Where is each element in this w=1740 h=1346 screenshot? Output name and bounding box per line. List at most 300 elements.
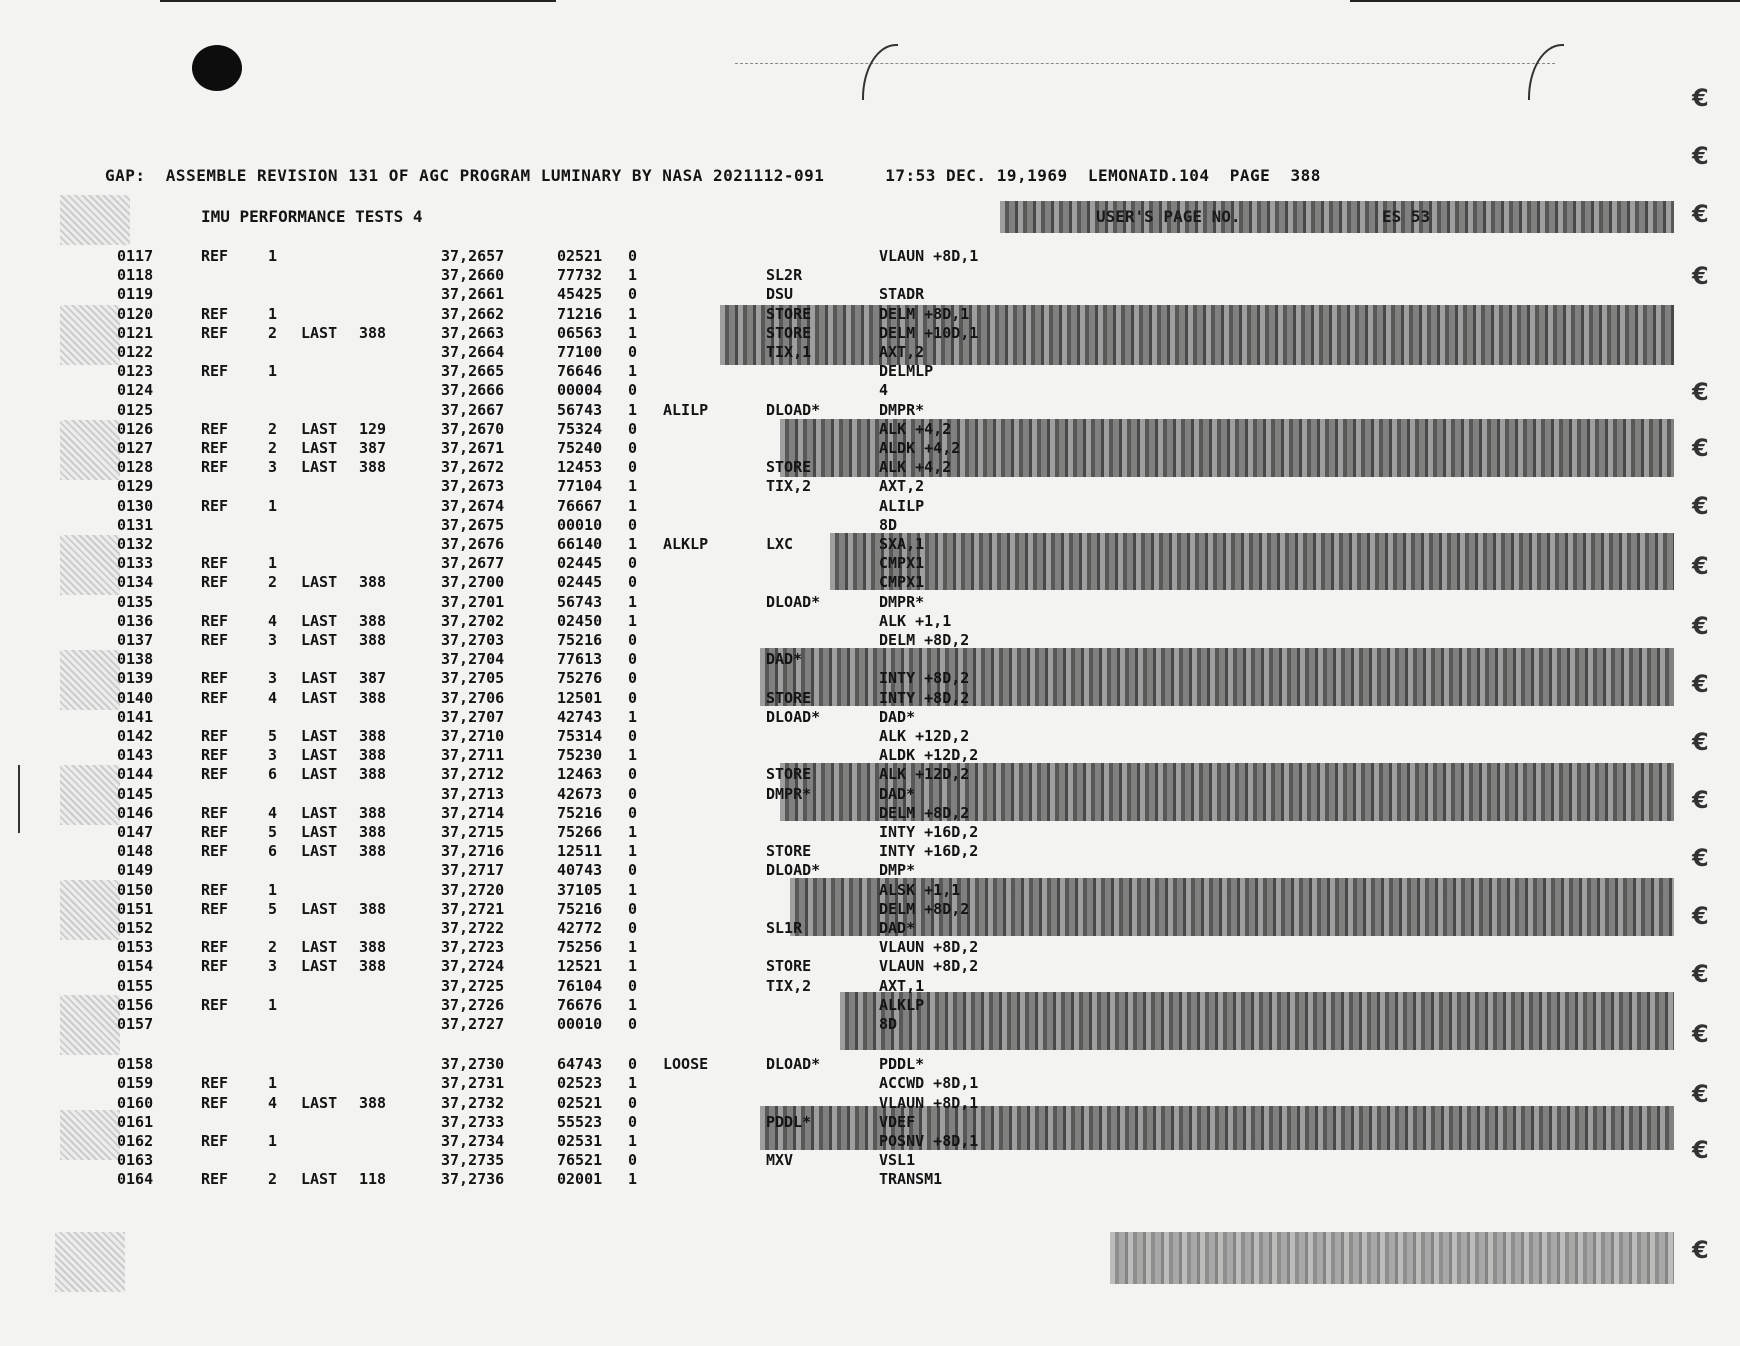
last-flag: LAST [301,669,338,688]
listing-row [0,497,1740,516]
ref-count: 1 [268,362,278,381]
listing-row [0,343,1740,362]
ref-flag: REF [201,1074,229,1093]
line-number: 0139 [117,669,154,688]
opcode: SL1R [766,919,803,937]
address: 37,2663 [441,323,505,342]
opcode: STORE [766,323,812,342]
ref-count: 3 [268,631,278,649]
listing-row [0,420,1740,439]
operand: ALKLP [879,995,925,1014]
operand: ALK +4,2 [879,419,952,438]
parity-bit: 0 [628,381,638,400]
ref-count: 3 [268,458,278,477]
ref-flag: REF [201,631,229,649]
address: 37,2713 [441,784,505,803]
binding-ring-icon: € [1692,1020,1709,1048]
octal-word: 02521 [557,247,603,265]
address: 37,2670 [441,419,505,438]
octal-word: 02450 [557,611,603,630]
line-number: 0151 [117,899,154,918]
operand: AXT,1 [879,976,925,995]
line-number: 0120 [117,304,154,323]
source-label: ALKLP [663,535,709,553]
binding-ring-icon: € [1692,434,1709,462]
octal-word: 02523 [557,1074,603,1093]
operand: ALDK +12D,2 [879,746,979,765]
line-number: 0159 [117,1074,154,1093]
ref-count: 1 [268,554,278,573]
listing-row [0,266,1740,285]
ref-count: 1 [268,1074,278,1093]
ref-flag: REF [201,1170,229,1189]
address: 37,2725 [441,976,505,995]
line-number: 0162 [117,1132,154,1150]
address: 37,2735 [441,1151,505,1170]
left-shade-mark [55,1232,125,1292]
listing-row [0,612,1740,631]
parity-bit: 1 [628,880,638,899]
address: 37,2657 [441,247,505,265]
last-flag: LAST [301,938,338,957]
address: 37,2701 [441,592,505,611]
ref-count: 5 [268,899,278,918]
address: 37,2667 [441,400,505,419]
line-number: 0163 [117,1151,154,1170]
es-label: ES 53 [1382,207,1431,226]
address: 37,2707 [441,707,505,726]
last-flag: LAST [301,899,338,918]
last-flag: LAST [301,746,338,765]
last-flag: LAST [301,842,338,861]
octal-word: 77100 [557,343,603,361]
ref-flag: REF [201,304,229,323]
ref-count: 2 [268,938,278,957]
operand: 4 [879,381,889,400]
address: 37,2704 [441,650,505,669]
ref-count: 2 [268,439,278,457]
listing-row [0,1132,1740,1151]
octal-word: 56743 [557,592,603,611]
octal-word: 71216 [557,304,603,323]
parity-bit: 1 [628,995,638,1014]
listing-row [0,362,1740,381]
operand: DAD* [879,707,916,726]
opcode: STORE [766,458,812,477]
operand: ALDK +4,2 [879,439,961,457]
octal-word: 75324 [557,419,603,438]
last-page: 388 [359,803,387,822]
section-title: IMU PERFORMANCE TESTS 4 [201,207,423,226]
line-number: 0117 [117,247,154,265]
ref-count: 1 [268,995,278,1014]
operand: DELMLP [879,362,934,381]
last-flag: LAST [301,419,338,438]
ref-flag: REF [201,899,229,918]
ref-count: 4 [268,688,278,707]
operand: DELM +8D,2 [879,803,970,822]
opcode: DLOAD* [766,707,821,726]
opcode: DSU [766,285,794,304]
binding-ring-icon: € [1692,1080,1709,1108]
bracket-arc-left [862,44,898,100]
octal-word: 42772 [557,919,603,937]
line-number: 0148 [117,842,154,861]
parity-bit: 1 [628,362,638,381]
octal-word: 00010 [557,515,603,534]
ref-count: 1 [268,1132,278,1150]
listing-row [0,746,1740,765]
parity-bit: 0 [628,515,638,534]
operand: VLAUN +8D,2 [879,938,979,957]
parity-bit: 0 [628,688,638,707]
line-number: 0132 [117,535,154,553]
octal-word: 06563 [557,323,603,342]
listing-row [0,477,1740,496]
parity-bit: 0 [628,784,638,803]
operand: 8D [879,1015,898,1033]
last-page: 387 [359,439,387,457]
line-number: 0157 [117,1015,154,1033]
source-label: ALILP [663,400,709,419]
last-page: 388 [359,573,387,592]
parity-bit: 1 [628,707,638,726]
binding-ring-icon: € [1692,902,1709,930]
ref-count: 6 [268,765,278,784]
ref-flag: REF [201,938,229,957]
address: 37,2705 [441,669,505,688]
last-page: 388 [359,727,387,745]
opcode: STORE [766,304,812,323]
operand: DMP* [879,861,916,880]
operand: VLAUN +8D,1 [879,247,979,265]
line-number: 0118 [117,266,154,285]
octal-word: 75240 [557,439,603,457]
parity-bit: 0 [628,247,638,265]
operand: VLAUN +8D,2 [879,957,979,976]
ref-flag: REF [201,458,229,477]
line-number: 0124 [117,381,154,400]
parity-bit: 1 [628,842,638,861]
octal-word: 75314 [557,727,603,745]
listing-row [0,650,1740,669]
operand: CMPX1 [879,554,925,573]
line-number: 0140 [117,688,154,707]
line-number: 0135 [117,592,154,611]
octal-word: 12453 [557,458,603,477]
last-page: 388 [359,688,387,707]
address: 37,2700 [441,573,505,592]
parity-bit: 1 [628,400,638,419]
binding-ring-icon: € [1692,728,1709,756]
last-page: 388 [359,611,387,630]
listing-row [0,247,1740,266]
address: 37,2660 [441,266,505,285]
ref-count: 1 [268,304,278,323]
listing-row [0,881,1740,900]
top-edge-rule-left [160,0,556,2]
operand: INTY +8D,2 [879,669,970,688]
operand: ALSK +1,1 [879,880,961,899]
address: 37,2661 [441,285,505,304]
address: 37,2720 [441,880,505,899]
listing-row [0,823,1740,842]
last-flag: LAST [301,823,338,841]
parity-bit: 0 [628,861,638,880]
last-page: 388 [359,458,387,477]
opcode: TIX,2 [766,976,812,995]
address: 37,2730 [441,1055,505,1074]
line-number: 0123 [117,362,154,381]
parity-bit: 0 [628,919,638,937]
ref-flag: REF [201,496,229,515]
octal-word: 02001 [557,1170,603,1189]
listing-row [0,957,1740,976]
ref-flag: REF [201,688,229,707]
octal-word: 76676 [557,995,603,1014]
line-number: 0131 [117,515,154,534]
listing-row [0,919,1740,938]
opcode: TIX,2 [766,477,812,496]
listing-row [0,535,1740,554]
listing-row [0,516,1740,535]
address: 37,2726 [441,995,505,1014]
opcode: SL2R [766,266,803,285]
binding-ring-icon: € [1692,378,1709,406]
listing-row [0,785,1740,804]
address: 37,2675 [441,515,505,534]
address: 37,2733 [441,1112,505,1131]
line-number: 0130 [117,496,154,515]
address: 37,2717 [441,861,505,880]
line-number: 0126 [117,419,154,438]
parity-bit: 1 [628,323,638,342]
parity-bit: 1 [628,592,638,611]
address: 37,2710 [441,727,505,745]
listing-row [0,861,1740,880]
listing-row [0,804,1740,823]
listing-row [0,842,1740,861]
listing-row [0,900,1740,919]
listing-row [0,1113,1740,1132]
binding-ring-icon: € [1692,142,1709,170]
parity-bit: 1 [628,1074,638,1093]
last-page: 388 [359,765,387,784]
parity-bit: 1 [628,304,638,323]
last-flag: LAST [301,688,338,707]
listing-row [0,938,1740,957]
address: 37,2714 [441,803,505,822]
line-number: 0125 [117,400,154,419]
octal-word: 02521 [557,1093,603,1112]
operand: INTY +16D,2 [879,823,979,841]
address: 37,2711 [441,746,505,765]
binding-ring-icon: € [1692,960,1709,988]
address: 37,2721 [441,899,505,918]
operand: VSL1 [879,1151,916,1170]
ref-flag: REF [201,765,229,784]
operand: ALK +12D,2 [879,727,970,745]
parity-bit: 0 [628,439,638,457]
binding-ring-icon: € [1692,200,1709,228]
line-number: 0156 [117,995,154,1014]
parity-bit: 0 [628,669,638,688]
parity-bit: 0 [628,1093,638,1112]
octal-word: 02445 [557,554,603,573]
last-page: 388 [359,1093,387,1112]
ref-flag: REF [201,746,229,765]
bracket-arc-right [1528,44,1564,100]
source-label: LOOSE [663,1055,709,1074]
ref-flag: REF [201,823,229,841]
parity-bit: 0 [628,1112,638,1131]
operand: ALILP [879,496,925,515]
binding-ring-icon: € [1692,612,1709,640]
listing-row [0,1170,1740,1189]
operand: TRANSM1 [879,1170,943,1189]
parity-bit: 0 [628,631,638,649]
listing-row [0,765,1740,784]
listing-row [0,669,1740,688]
last-page: 118 [359,1170,387,1189]
parity-bit: 0 [628,650,638,669]
address: 37,2706 [441,688,505,707]
operand: DELM +8D,1 [879,304,970,323]
ref-count: 4 [268,611,278,630]
line-number: 0152 [117,919,154,937]
address: 37,2722 [441,919,505,937]
octal-word: 12463 [557,765,603,784]
listing-row [0,554,1740,573]
parity-bit: 0 [628,727,638,745]
last-page: 388 [359,631,387,649]
binder-punch-hole [192,45,242,91]
binding-ring-icon: € [1692,1236,1709,1264]
listing-row [0,1074,1740,1093]
octal-word: 77104 [557,477,603,496]
listing-row [0,689,1740,708]
ref-count: 3 [268,957,278,976]
ref-count: 2 [268,323,278,342]
line-number: 0129 [117,477,154,496]
opcode: STORE [766,957,812,976]
last-flag: LAST [301,611,338,630]
operand: DAD* [879,919,916,937]
operand: ALK +1,1 [879,611,952,630]
address: 37,2734 [441,1132,505,1150]
line-number: 0146 [117,803,154,822]
parity-bit: 0 [628,1151,638,1170]
ref-count: 2 [268,573,278,592]
listing-row [0,977,1740,996]
ref-count: 5 [268,727,278,745]
octal-word: 75230 [557,746,603,765]
operand: DELM +8D,2 [879,631,970,649]
last-page: 388 [359,323,387,342]
line-number: 0138 [117,650,154,669]
listing-row [0,996,1740,1015]
opcode: STORE [766,842,812,861]
address: 37,2715 [441,823,505,841]
address: 37,2677 [441,554,505,573]
operand: POSNV +8D,1 [879,1132,979,1150]
ref-count: 5 [268,823,278,841]
octal-word: 56743 [557,400,603,419]
ref-flag: REF [201,957,229,976]
last-flag: LAST [301,573,338,592]
line-number: 0128 [117,458,154,477]
operand: DAD* [879,784,916,803]
listing-row [0,285,1740,304]
last-flag: LAST [301,458,338,477]
top-edge-rule-right [1350,0,1740,2]
parity-bit: 0 [628,803,638,822]
octal-word: 02445 [557,573,603,592]
octal-word: 64743 [557,1055,603,1074]
ref-count: 2 [268,1170,278,1189]
operand: DELM +8D,2 [879,899,970,918]
last-flag: LAST [301,803,338,822]
address: 37,2716 [441,842,505,861]
listing-row [0,439,1740,458]
last-page: 387 [359,669,387,688]
listing-row [0,381,1740,400]
last-flag: LAST [301,957,338,976]
ref-count: 1 [268,496,278,515]
operand: INTY +16D,2 [879,842,979,861]
octal-word: 42743 [557,707,603,726]
parity-bit: 1 [628,496,638,515]
opcode: DLOAD* [766,1055,821,1074]
octal-word: 75256 [557,938,603,957]
parity-bit: 0 [628,554,638,573]
parity-bit: 1 [628,1170,638,1189]
octal-word: 12521 [557,957,603,976]
line-number: 0137 [117,631,154,649]
address: 37,2666 [441,381,505,400]
line-number: 0127 [117,439,154,457]
line-number: 0133 [117,554,154,573]
parity-bit: 0 [628,765,638,784]
parity-bit: 0 [628,573,638,592]
line-number: 0158 [117,1055,154,1074]
octal-word: 77732 [557,266,603,285]
line-number: 0149 [117,861,154,880]
address: 37,2727 [441,1015,505,1033]
line-number: 0147 [117,823,154,841]
line-number: 0144 [117,765,154,784]
parity-bit: 0 [628,458,638,477]
line-number: 0155 [117,976,154,995]
octal-word: 75216 [557,803,603,822]
listing-row [0,593,1740,612]
ref-flag: REF [201,323,229,342]
line-number: 0134 [117,573,154,592]
last-flag: LAST [301,1170,338,1189]
opcode: LXC [766,535,794,553]
address: 37,2732 [441,1093,505,1112]
binding-ring-icon: € [1692,1136,1709,1164]
octal-word: 45425 [557,285,603,304]
opcode: DMPR* [766,784,812,803]
opcode: STORE [766,688,812,707]
opcode: MXV [766,1151,794,1170]
ref-flag: REF [201,611,229,630]
address: 37,2674 [441,496,505,515]
line-number: 0142 [117,727,154,745]
ref-count: 4 [268,803,278,822]
opcode: DLOAD* [766,400,821,419]
